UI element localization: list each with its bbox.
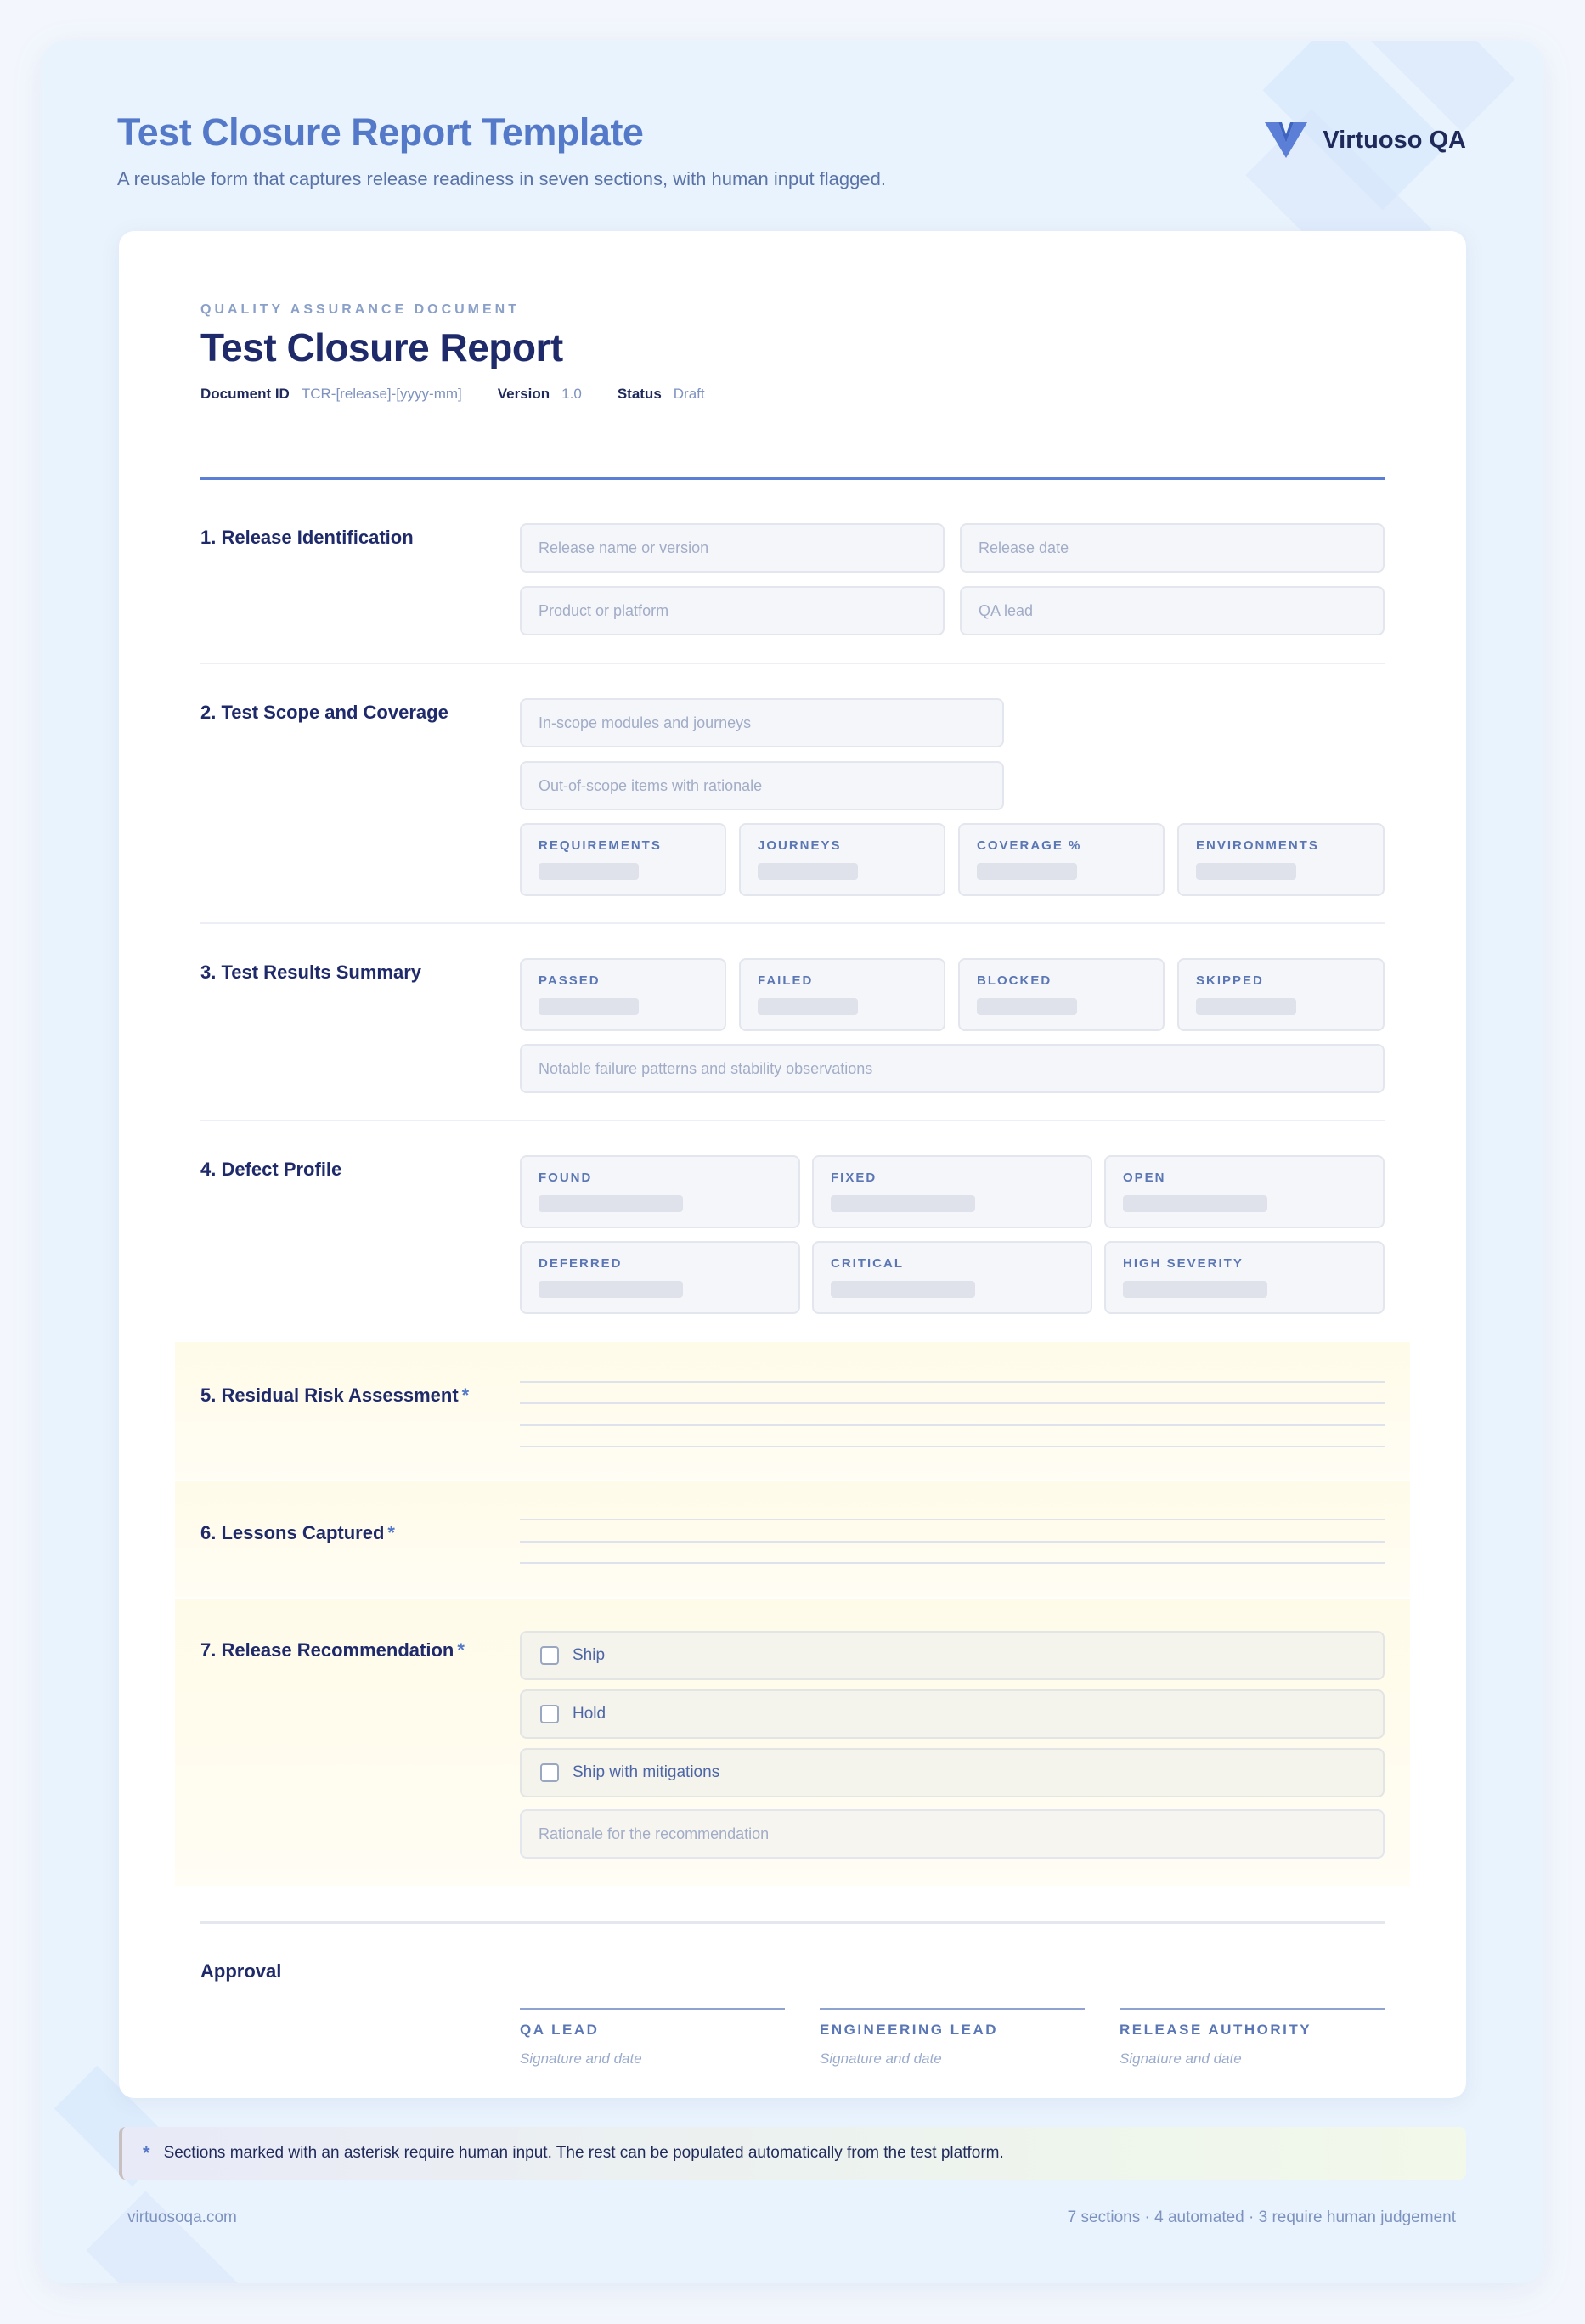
signature-qa-lead[interactable] [520, 2008, 785, 2067]
checkbox-icon[interactable] [540, 1646, 559, 1665]
note-text: Sections marked with an asterisk require human input. The rest can be populated automatically from the test platform. [163, 2144, 1004, 2162]
section-lessons-captured [175, 1481, 1410, 1597]
meta-value: Draft [673, 386, 705, 402]
stat-label: OPEN [1123, 1170, 1166, 1185]
value-placeholder [831, 1195, 975, 1212]
required-asterisk: * [461, 1385, 470, 1406]
section-label [200, 1639, 465, 1661]
signer-hint: Signature and date [520, 2050, 642, 2067]
value-placeholder [539, 998, 639, 1015]
stat-label: FIXED [831, 1170, 877, 1185]
stat-journeys[interactable] [739, 823, 945, 896]
stat-critical[interactable] [812, 1241, 1092, 1314]
stat-label: PASSED [539, 973, 601, 988]
writing-line [520, 1519, 1385, 1520]
signer-role: RELEASE AUTHORITY [1120, 2022, 1312, 2038]
section-divider [200, 663, 1385, 664]
stat-label: DEFERRED [539, 1256, 623, 1271]
page-subtitle: A reusable form that captures release readiness in seven sections, with human input flagged. [117, 168, 886, 189]
label-text: 5. Residual Risk Assessment [200, 1385, 459, 1406]
stat-skipped[interactable] [1177, 958, 1385, 1031]
stat-passed[interactable] [520, 958, 726, 1031]
stat-label: COVERAGE % [977, 838, 1082, 853]
required-asterisk: * [457, 1639, 465, 1661]
stat-open[interactable] [1104, 1155, 1385, 1228]
rationale-field[interactable]: Rationale for the recommendation [520, 1809, 1385, 1859]
meta-value: TCR-[release]-[yyyy-mm] [301, 386, 462, 402]
writing-line [520, 1402, 1385, 1404]
option-label: Ship [573, 1646, 606, 1664]
label-text: 7. Release Recommendation [200, 1639, 454, 1661]
stat-deferred[interactable] [520, 1241, 800, 1314]
section-label: 3. Test Results Summary [200, 962, 422, 983]
decorative-diamond [86, 2191, 253, 2283]
section-residual-risk [175, 1342, 1410, 1480]
option-ship-with-mitigations[interactable] [520, 1748, 1385, 1797]
stat-requirements[interactable] [520, 823, 726, 896]
human-input-note [119, 2127, 1466, 2180]
writing-line [520, 1562, 1385, 1564]
signer-hint: Signature and date [1120, 2050, 1242, 2067]
signature-line [520, 2008, 785, 2010]
option-label: Ship with mitigations [573, 1763, 720, 1781]
meta-key: Version [497, 386, 550, 402]
section-release-identification [200, 527, 1385, 637]
section-defect-profile [200, 1159, 1385, 1328]
stat-label: JOURNEYS [758, 838, 842, 853]
value-placeholder [539, 1195, 683, 1212]
writing-line [520, 1541, 1385, 1543]
value-placeholder [977, 863, 1077, 880]
brand [1265, 121, 1466, 160]
stat-label: HIGH SEVERITY [1123, 1256, 1244, 1271]
release-name-field[interactable]: Release name or version [520, 523, 945, 573]
stat-coverage[interactable] [958, 823, 1165, 896]
value-placeholder [758, 863, 858, 880]
value-placeholder [1196, 863, 1296, 880]
approval-rule [200, 1921, 1385, 1924]
value-placeholder [1123, 1281, 1267, 1298]
stat-label: REQUIREMENTS [539, 838, 662, 853]
value-placeholder [758, 998, 858, 1015]
out-of-scope-field[interactable]: Out-of-scope items with rationale [520, 761, 1004, 810]
header-rule [200, 477, 1385, 480]
document-meta [200, 386, 705, 403]
section-scope-coverage [200, 702, 1385, 897]
document-title: Test Closure Report [200, 325, 563, 369]
signer-role: ENGINEERING LEAD [820, 2022, 999, 2038]
in-scope-field[interactable]: In-scope modules and journeys [520, 698, 1004, 747]
signer-role: QA LEAD [520, 2022, 600, 2038]
meta-version [498, 386, 582, 403]
failure-patterns-field[interactable]: Notable failure patterns and stability observations [520, 1044, 1385, 1093]
document-kicker: QUALITY ASSURANCE DOCUMENT [200, 302, 521, 317]
value-placeholder [977, 998, 1077, 1015]
value-placeholder [1196, 998, 1296, 1015]
report-card [119, 231, 1466, 2098]
brand-name: Virtuoso QA [1323, 126, 1466, 154]
page-title: Test Closure Report Template [117, 110, 644, 154]
section-release-recommendation [175, 1599, 1410, 1886]
checkbox-icon[interactable] [540, 1705, 559, 1723]
value-placeholder [1123, 1195, 1267, 1212]
writing-line [520, 1424, 1385, 1426]
v-logo-icon [1265, 121, 1307, 160]
stat-high-severity[interactable] [1104, 1241, 1385, 1314]
value-placeholder [539, 1281, 683, 1298]
stat-label: ENVIRONMENTS [1196, 838, 1319, 853]
value-placeholder [539, 863, 639, 880]
section-label: 1. Release Identification [200, 527, 414, 548]
stat-label: FOUND [539, 1170, 593, 1185]
signature-release-authority[interactable] [1120, 2008, 1385, 2067]
meta-status [618, 386, 705, 403]
stat-label: CRITICAL [831, 1256, 904, 1271]
meta-document-id [200, 386, 462, 403]
stat-found[interactable] [520, 1155, 800, 1228]
value-placeholder [831, 1281, 975, 1298]
section-label: 4. Defect Profile [200, 1159, 342, 1180]
option-hold[interactable] [520, 1689, 1385, 1739]
qa-lead-field[interactable]: QA lead [960, 586, 1385, 635]
stat-blocked[interactable] [958, 958, 1165, 1031]
section-divider [200, 1120, 1385, 1121]
section-label: 2. Test Scope and Coverage [200, 702, 448, 723]
section-label [200, 1385, 469, 1407]
stat-label: BLOCKED [977, 973, 1052, 988]
stat-failed[interactable] [739, 958, 945, 1031]
product-field[interactable]: Product or platform [520, 586, 945, 635]
meta-key: Document ID [200, 386, 290, 402]
writing-line [520, 1446, 1385, 1447]
stat-label: FAILED [758, 973, 814, 988]
footer-website[interactable]: virtuosoqa.com [127, 2208, 237, 2226]
stat-fixed[interactable] [812, 1155, 1092, 1228]
release-date-field[interactable]: Release date [960, 523, 1385, 573]
section-results-summary [200, 962, 1385, 1106]
approval-label: Approval [200, 1960, 282, 1982]
option-ship[interactable] [520, 1631, 1385, 1680]
section-approval [200, 1960, 1385, 1986]
stat-label: SKIPPED [1196, 973, 1264, 988]
footer-summary: 7 sections · 4 automated · 3 require human judgement [1067, 2208, 1456, 2226]
section-divider [200, 922, 1385, 924]
section-label [200, 1522, 395, 1544]
stat-environments[interactable] [1177, 823, 1385, 896]
label-text: 6. Lessons Captured [200, 1522, 385, 1543]
writing-line [520, 1381, 1385, 1383]
signature-line [1120, 2008, 1385, 2010]
option-label: Hold [573, 1705, 606, 1723]
checkbox-icon[interactable] [540, 1763, 559, 1782]
signature-line [820, 2008, 1085, 2010]
meta-key: Status [617, 386, 662, 402]
asterisk-icon: * [143, 2142, 150, 2163]
meta-value: 1.0 [561, 386, 582, 402]
page-frame [42, 41, 1543, 2283]
signer-hint: Signature and date [820, 2050, 942, 2067]
signature-engineering-lead[interactable] [820, 2008, 1085, 2067]
required-asterisk: * [387, 1522, 395, 1543]
